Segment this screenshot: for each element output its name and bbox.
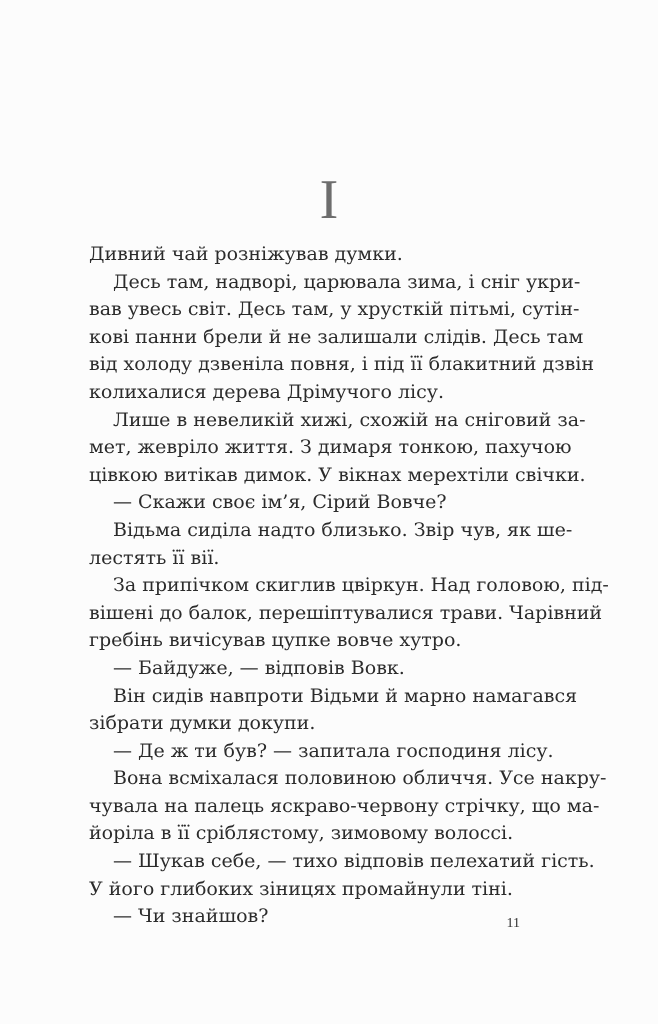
text-line: Вона всміхалася половиною обличчя. Усе накру- (113, 767, 607, 790)
text-line: Він сидів навпроти Відьми й марно намагався (113, 684, 578, 707)
body-text (89, 241, 609, 931)
text-line: кові панни брели й не залишали слідів. Десь там (89, 325, 584, 348)
chapter-number: I (319, 169, 339, 231)
text-line: Десь там, надворі, царювала зима, і сніг укри- (113, 270, 581, 293)
text-line: цівкою витікав димок. У вікнах мерехтіли свічки. (89, 463, 586, 486)
dialogue-line: — Шукав себе, — тихо відповів пелехатий гість. (113, 850, 595, 873)
text-line: колихалися дерева Дрімучого лісу. (89, 380, 444, 403)
text-line: За припічком скиглив цвіркун. Над головою, під- (113, 574, 609, 597)
text-line: чувала на палець яскраво-червону стрічку, що ма- (89, 794, 600, 817)
dialogue-line: — Байдуже, — відповів Вовк. (113, 656, 405, 679)
text-line: Дивний чай розніжував думки. (89, 243, 403, 265)
text-line: лестять її вії. (89, 546, 220, 569)
dialogue-line: — Чи знайшов? (113, 905, 269, 928)
text-line: від холоду дзвеніла повня, і під її блакитний дзвін (89, 353, 595, 376)
text-line: Відьма сиділа надто близько. Звір чув, як ше- (113, 518, 573, 541)
page-number: 11 (506, 916, 520, 931)
text-line: гребінь вичісував цупке вовче хутро. (89, 629, 462, 652)
text-line: вішені до балок, перешіптувалися трави. Чарівний (89, 601, 603, 624)
text-line: зібрати думки докупи. (89, 712, 316, 735)
text-line: У його глибоких зіницях промайнули тіні. (89, 877, 513, 900)
dialogue-line: — Де ж ти був? — запитала господиня лісу. (113, 739, 554, 762)
text-line: йоріла в її сріблястому, зимовому волоссі. (89, 822, 514, 845)
text-line: мет, жевріло життя. З димаря тонкою, пахучою (89, 436, 572, 459)
text-line: вав увесь світ. Десь там, у хрусткій пітьмі, сутін- (89, 298, 580, 321)
text-line: Лише в невеликій хижі, схожій на сніговий за- (113, 408, 586, 431)
dialogue-line: — Скажи своє ім’я, Сірий Вовче? (113, 491, 447, 514)
